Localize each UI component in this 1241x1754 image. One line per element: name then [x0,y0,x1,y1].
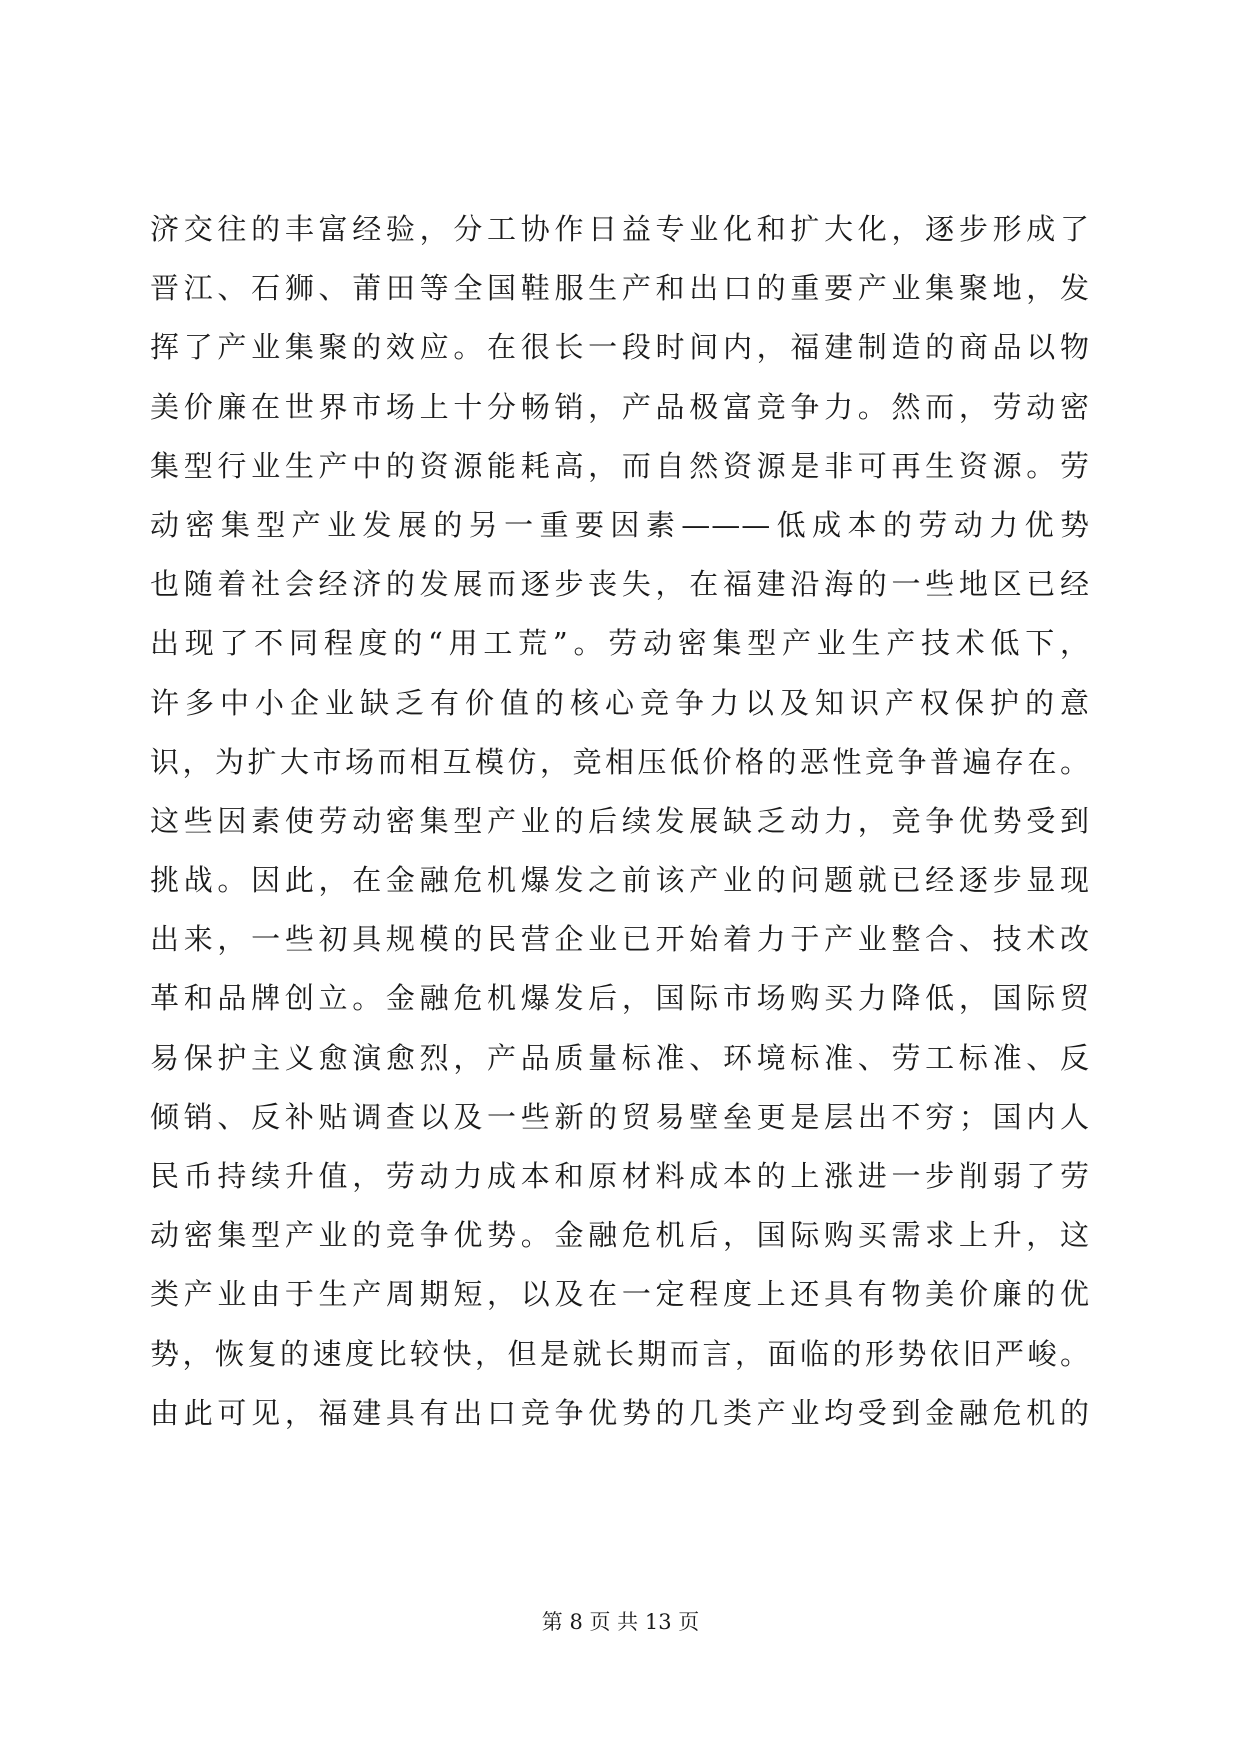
text-line: 这些因素使劳动密集型产业的后续发展缺乏动力，竞争优势受到 [150,803,1090,838]
text-line: 倾销、反补贴调查以及一些新的贸易壁垒更是层出不穷；国内人 [150,1099,1090,1134]
page-number-footer: 第 8 页 共 13 页 [541,1610,700,1634]
text-line: 集型行业生产中的资源能耗高，而自然资源是非可再生资源。劳 [150,448,1090,483]
text-line: 挑战。因此，在金融危机爆发之前该产业的问题就已经逐步显现 [150,863,1090,898]
text-line: 势，恢复的速度比较快，但是就长期而言，面临的形势依旧严峻。 [150,1336,1090,1371]
body-paragraph [150,200,1090,1443]
text-line: 许多中小企业缺乏有价值的核心竞争力以及知识产权保护的意 [150,685,1090,720]
text-line: 由此可见，福建具有出口竞争优势的几类产业均受到金融危机的 [150,1395,1090,1430]
text-line: 革和品牌创立。金融危机爆发后，国际市场购买力降低，国际贸 [150,981,1090,1016]
text-line: 易保护主义愈演愈烈，产品质量标准、环境标准、劳工标准、反 [150,1040,1090,1075]
text-line: 动密集型产业发展的另一重要因素———低成本的劳动力优势 [150,507,1090,542]
text-line: 动密集型产业的竞争优势。金融危机后，国际购买需求上升，这 [150,1218,1090,1253]
text-line: 类产业由于生产周期短，以及在一定程度上还具有物美价廉的优 [150,1277,1090,1312]
text-line: 出来，一些初具规模的民营企业已开始着力于产业整合、技术改 [150,922,1090,957]
text-line: 挥了产业集聚的效应。在很长一段时间内，福建制造的商品以物 [150,330,1090,365]
text-line: 出现了不同程度的“用工荒”。劳动密集型产业生产技术低下， [150,626,1090,661]
text-line: 美价廉在世界市场上十分畅销，产品极富竞争力。然而，劳动密 [150,389,1090,424]
text-line: 民币持续升值，劳动力成本和原材料成本的上涨进一步削弱了劳 [150,1159,1090,1193]
text-line: 也随着社会经济的发展而逐步丧失，在福建沿海的一些地区已经 [150,567,1090,602]
text-line: 晋江、石狮、莆田等全国鞋服生产和出口的重要产业集聚地，发 [150,271,1090,306]
text-line: 识，为扩大市场而相互模仿，竞相压低价格的恶性竞争普遍存在。 [150,744,1090,779]
text-line: 济交往的丰富经验，分工协作日益专业化和扩大化，逐步形成了 [150,212,1090,246]
